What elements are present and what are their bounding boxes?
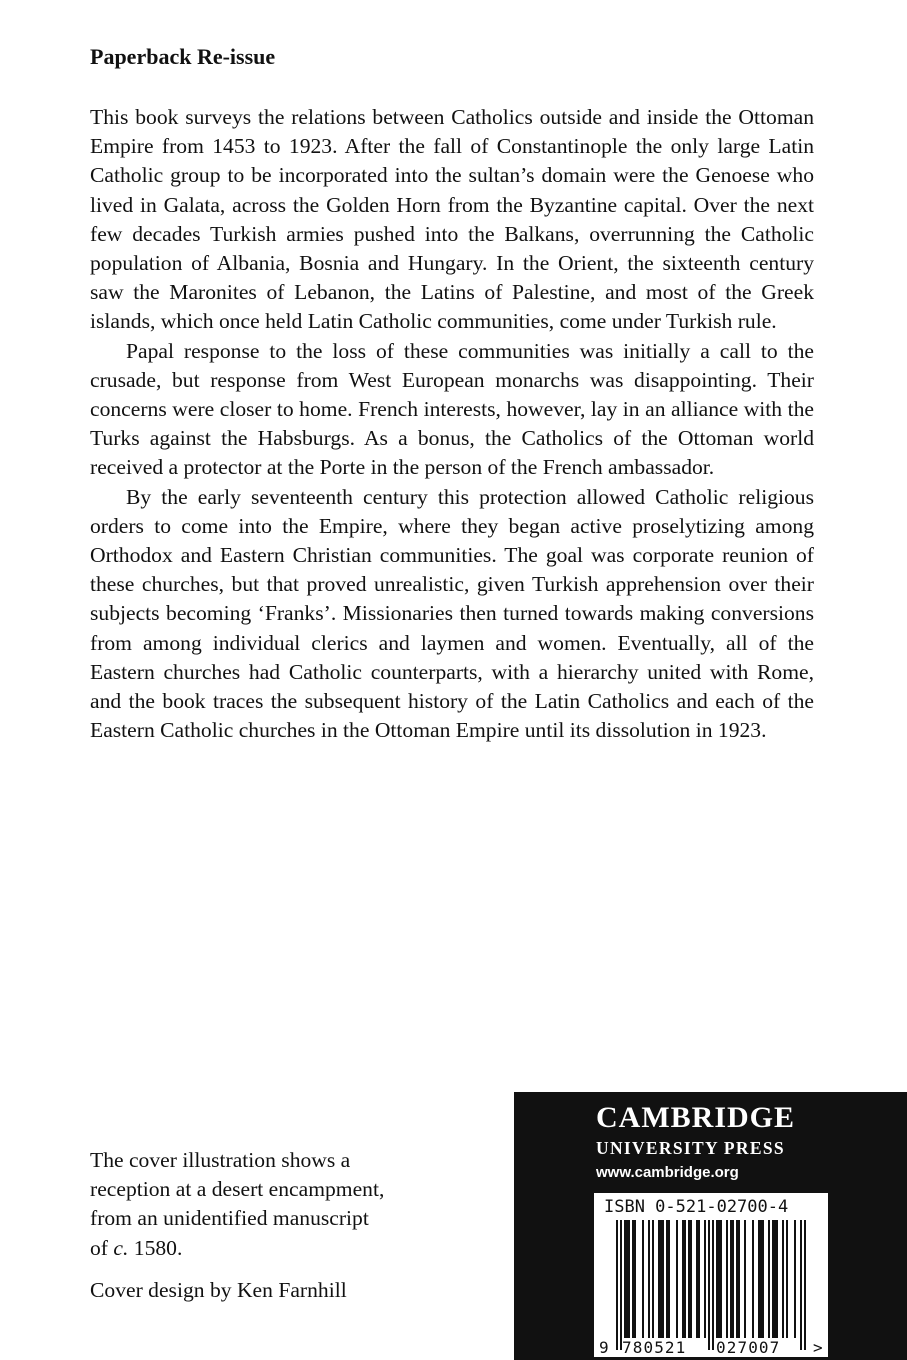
barcode-bar <box>758 1220 760 1338</box>
barcode-bar <box>772 1220 774 1338</box>
isbn-barcode-panel <box>594 1193 828 1357</box>
barcode-bar <box>652 1220 654 1338</box>
cover-note-line-4-suffix: 1580. <box>128 1235 183 1260</box>
barcode-guard-bar <box>620 1220 622 1350</box>
barcode-digits <box>594 1339 828 1357</box>
cover-note-line-2: reception at a desert encampment, <box>90 1177 385 1202</box>
barcode-bar <box>696 1220 698 1338</box>
barcode-bar <box>660 1220 662 1338</box>
barcode-bar <box>688 1220 690 1338</box>
barcode-bar <box>662 1220 664 1338</box>
barcode-bar <box>762 1220 764 1338</box>
cover-note-line-1: The cover illustration shows a <box>90 1148 351 1172</box>
blurb-paragraph-3: By the early seventeenth century this protection allowed Catholic religious orders to come into the Empire, where they began active proselytizing among Orthodox and Eastern Christian communities. The goal was corporate reunion of these churches, but that proved unrealistic, given Turkish apprehension over their subjects becoming ‘Franks’. Missionaries then turned towards making conversions from among individual clerics and laymen and women. Eventually, all of the Eastern churches had Catholic counterparts, with a hierarchy united with Rome, and the book traces the subsequent history of the Latin Catholics and each of the Eastern Catholic churches in the Ottoman Empire until its dissolution in 1923. <box>90 484 814 743</box>
barcode-bar <box>768 1220 770 1338</box>
barcode-bar <box>666 1220 668 1338</box>
barcode-bar <box>634 1220 636 1338</box>
publisher-subname: UNIVERSITY PRESS <box>596 1138 785 1158</box>
cover-design-credit: Cover design by Ken Farnhill <box>90 1278 347 1302</box>
barcode-bar <box>632 1220 634 1338</box>
barcode-bar <box>642 1220 644 1338</box>
barcode-bar <box>676 1220 678 1338</box>
barcode-digits-right: 027007 <box>716 1338 781 1357</box>
barcode-digit-lead: 9 <box>599 1338 610 1357</box>
blurb-paragraph-2: Papal response to the loss of these communities was initially a call to the crusade, but response from West European monarchs was disappointing. Their concerns were closer to home. French interests, however, lay in an alliance with the Turks against the Habsburgs. As a bonus, the Catholics of the Ottoman world received a protector at the Porte in the person of the French ambassador. <box>90 338 814 480</box>
barcode-bar <box>658 1220 660 1338</box>
barcode-guard-bar <box>616 1220 618 1350</box>
barcode-bar <box>738 1220 740 1338</box>
barcode-bar <box>704 1220 706 1338</box>
publisher-name: CAMBRIDGE <box>596 1101 796 1134</box>
barcode-bar <box>774 1220 776 1338</box>
blurb <box>90 103 814 745</box>
blurb-paragraph-1: This book surveys the relations between Catholics outside and inside the Ottoman Empire from 1453 to 1923. After the fall of Constantinople the only large Latin Catholic group to be incorporated into the sultan’s domain were the Genoese who lived in Galata, across the Golden Horn from the Byzantine capital. Over the next few decades Turkish armies pushed into the Balkans, overrunning the Catholic population of Albania, Bosnia and Hungary. In the Orient, the sixteenth century saw the Maronites of Lebanon, the Latins of Palestine, and most of the Greek islands, which once held Latin Catholic communities, come under Turkish rule. <box>90 105 814 334</box>
publisher-block <box>514 1092 907 1360</box>
cover-note-line-3: from an unidentified manuscript <box>90 1206 369 1231</box>
barcode-guard-bar <box>800 1220 802 1350</box>
barcode-bar <box>624 1220 626 1338</box>
barcode-bar <box>628 1220 630 1338</box>
cover-note-circa: c. <box>113 1235 129 1260</box>
isbn-label: ISBN 0-521-02700-4 <box>604 1197 789 1217</box>
barcode-bar <box>730 1220 732 1338</box>
barcode-guard-bar <box>708 1220 710 1350</box>
barcode-bar <box>682 1220 684 1338</box>
barcode-bar <box>786 1220 788 1338</box>
publisher-url: www.cambridge.org <box>596 1164 739 1181</box>
barcode-quiet-zone-marker: > <box>813 1338 824 1357</box>
barcode-digits-left: 780521 <box>622 1338 687 1357</box>
barcode-bar <box>716 1220 718 1338</box>
cover-note-line-4-prefix: of <box>90 1235 114 1260</box>
barcode-bar <box>782 1220 784 1338</box>
heading-paperback-reissue: Paperback Re-issue <box>90 44 276 69</box>
cover-illustration-note <box>90 1146 490 1263</box>
barcode-bar <box>726 1220 728 1338</box>
barcode-bar <box>736 1220 738 1338</box>
barcode-guard-bar <box>712 1220 714 1350</box>
barcode-bar <box>720 1220 722 1338</box>
barcode-bar <box>648 1220 650 1338</box>
barcode-bar <box>776 1220 778 1338</box>
barcode-bar <box>690 1220 692 1338</box>
barcode-bar <box>626 1220 628 1338</box>
barcode-bar <box>794 1220 796 1338</box>
barcode <box>594 1193 828 1357</box>
barcode-bar <box>744 1220 746 1338</box>
barcode-bar <box>698 1220 700 1338</box>
barcode-bar <box>668 1220 670 1338</box>
barcode-guard-bar <box>804 1220 806 1350</box>
barcode-bar <box>718 1220 720 1338</box>
barcode-bar <box>752 1220 754 1338</box>
barcode-bar <box>732 1220 734 1338</box>
barcode-bar <box>684 1220 686 1338</box>
barcode-bar <box>760 1220 762 1338</box>
